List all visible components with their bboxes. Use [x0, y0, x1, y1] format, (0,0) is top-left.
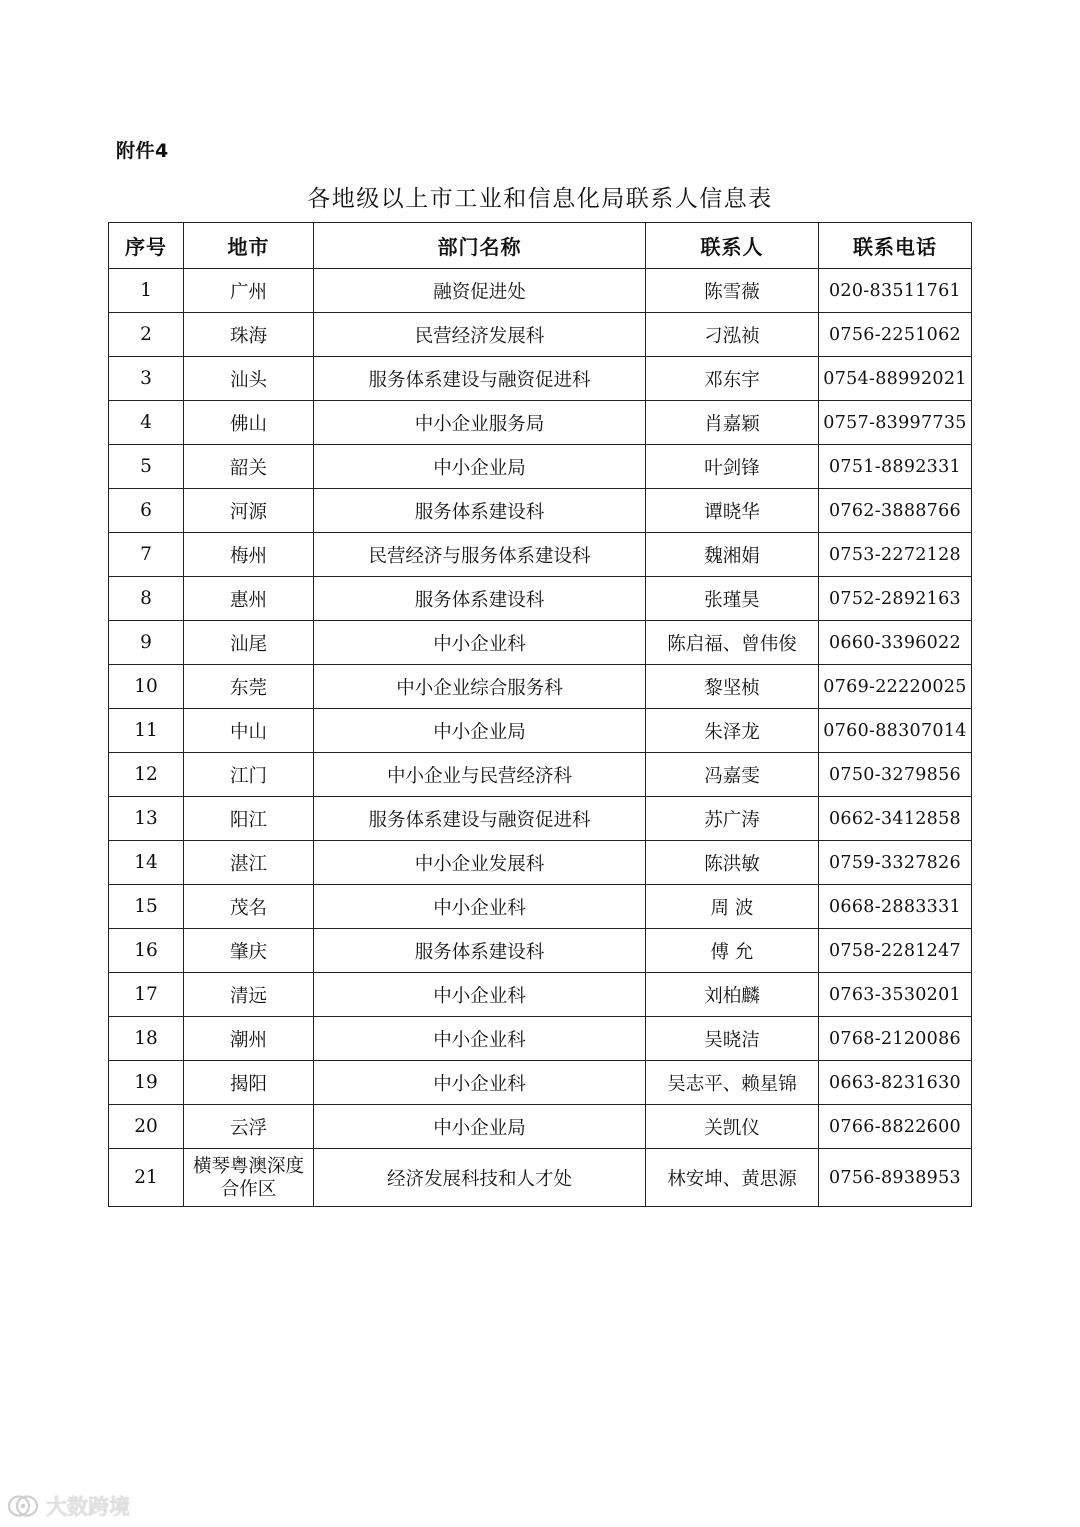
cell-no: 6	[109, 489, 184, 533]
cell-contact: 陈洪敏	[646, 841, 819, 885]
cell-phone: 0660-3396022	[819, 621, 972, 665]
cell-contact: 刘柏麟	[646, 973, 819, 1017]
cell-phone: 0756-8938953	[819, 1149, 972, 1207]
table-row	[109, 885, 972, 929]
cell-contact: 邓东宇	[646, 357, 819, 401]
cell-department: 服务体系建设科	[314, 489, 646, 533]
cell-phone: 0769-22220025	[819, 665, 972, 709]
cell-no: 4	[109, 401, 184, 445]
contacts-table	[108, 222, 972, 1207]
cell-department: 中小企业科	[314, 621, 646, 665]
cell-phone: 0752-2892163	[819, 577, 972, 621]
cell-no: 17	[109, 973, 184, 1017]
table-row	[109, 489, 972, 533]
cell-no: 19	[109, 1061, 184, 1105]
cell-city: 云浮	[184, 1105, 314, 1149]
cell-city: 潮州	[184, 1017, 314, 1061]
cell-contact: 叶剑锋	[646, 445, 819, 489]
cell-department: 服务体系建设与融资促进科	[314, 357, 646, 401]
column-header-contact: 联系人	[646, 223, 819, 269]
cell-phone: 0663-8231630	[819, 1061, 972, 1105]
cell-contact: 朱泽龙	[646, 709, 819, 753]
cell-no: 13	[109, 797, 184, 841]
cell-phone: 0759-3327826	[819, 841, 972, 885]
cell-department: 中小企业科	[314, 1061, 646, 1105]
table-row	[109, 621, 972, 665]
cell-department: 经济发展科技和人才处	[314, 1149, 646, 1207]
cell-no: 12	[109, 753, 184, 797]
cell-contact: 魏湘娟	[646, 533, 819, 577]
cell-city: 梅州	[184, 533, 314, 577]
table-row	[109, 709, 972, 753]
cell-city: 清远	[184, 973, 314, 1017]
cell-phone: 0750-3279856	[819, 753, 972, 797]
cell-department: 融资促进处	[314, 269, 646, 313]
cell-contact: 傅 允	[646, 929, 819, 973]
cell-phone: 0751-8892331	[819, 445, 972, 489]
table-row	[109, 269, 972, 313]
cell-phone: 0754-88992021	[819, 357, 972, 401]
cell-contact: 周 波	[646, 885, 819, 929]
table-row	[109, 445, 972, 489]
column-header-department: 部门名称	[314, 223, 646, 269]
table-row	[109, 401, 972, 445]
attachment-label: 附件4	[116, 140, 169, 162]
column-header-phone: 联系电话	[819, 223, 972, 269]
cell-department: 服务体系建设科	[314, 577, 646, 621]
table-row	[109, 577, 972, 621]
cell-department: 民营经济发展科	[314, 313, 646, 357]
cell-phone: 0760-88307014	[819, 709, 972, 753]
logo-icon	[6, 1493, 40, 1519]
cell-no: 14	[109, 841, 184, 885]
table-header-row	[109, 223, 972, 269]
cell-contact: 关凯仪	[646, 1105, 819, 1149]
cell-contact: 苏广涛	[646, 797, 819, 841]
cell-department: 中小企业局	[314, 709, 646, 753]
cell-contact: 冯嘉雯	[646, 753, 819, 797]
cell-department: 中小企业科	[314, 973, 646, 1017]
cell-contact: 陈启福、曾伟俊	[646, 621, 819, 665]
cell-no: 9	[109, 621, 184, 665]
cell-department: 中小企业科	[314, 885, 646, 929]
cell-phone: 020-83511761	[819, 269, 972, 313]
table-row	[109, 1061, 972, 1105]
table-row	[109, 929, 972, 973]
cell-no: 7	[109, 533, 184, 577]
cell-phone: 0762-3888766	[819, 489, 972, 533]
cell-city: 惠州	[184, 577, 314, 621]
cell-contact: 刁泓祯	[646, 313, 819, 357]
table-row	[109, 1017, 972, 1061]
table-row	[109, 665, 972, 709]
cell-city: 江门	[184, 753, 314, 797]
cell-contact: 陈雪薇	[646, 269, 819, 313]
cell-department: 中小企业局	[314, 445, 646, 489]
cell-city: 韶关	[184, 445, 314, 489]
table-row	[109, 797, 972, 841]
cell-city: 中山	[184, 709, 314, 753]
cell-city: 茂名	[184, 885, 314, 929]
table-row	[109, 753, 972, 797]
cell-city: 横琴粤澳深度合作区	[184, 1149, 314, 1207]
cell-city: 汕尾	[184, 621, 314, 665]
table-body	[109, 269, 972, 1207]
cell-phone: 0766-8822600	[819, 1105, 972, 1149]
cell-no: 2	[109, 313, 184, 357]
cell-phone: 0662-3412858	[819, 797, 972, 841]
cell-city: 佛山	[184, 401, 314, 445]
cell-no: 18	[109, 1017, 184, 1061]
cell-no: 1	[109, 269, 184, 313]
table-row	[109, 973, 972, 1017]
cell-no: 20	[109, 1105, 184, 1149]
cell-department: 中小企业局	[314, 1105, 646, 1149]
cell-phone: 0757-83997735	[819, 401, 972, 445]
cell-city: 阳江	[184, 797, 314, 841]
cell-city: 珠海	[184, 313, 314, 357]
cell-contact: 谭晓华	[646, 489, 819, 533]
cell-contact: 黎坚桢	[646, 665, 819, 709]
cell-phone: 0768-2120086	[819, 1017, 972, 1061]
cell-department: 中小企业服务局	[314, 401, 646, 445]
cell-city: 河源	[184, 489, 314, 533]
cell-contact: 张瑾昊	[646, 577, 819, 621]
cell-department: 中小企业科	[314, 1017, 646, 1061]
table-row	[109, 841, 972, 885]
cell-contact: 吴志平、赖星锦	[646, 1061, 819, 1105]
cell-city: 肇庆	[184, 929, 314, 973]
cell-department: 服务体系建设与融资促进科	[314, 797, 646, 841]
cell-department: 中小企业与民营经济科	[314, 753, 646, 797]
cell-phone: 0758-2281247	[819, 929, 972, 973]
cell-no: 3	[109, 357, 184, 401]
cell-phone: 0753-2272128	[819, 533, 972, 577]
cell-department: 服务体系建设科	[314, 929, 646, 973]
cell-city: 广州	[184, 269, 314, 313]
cell-contact: 林安坤、黄思源	[646, 1149, 819, 1207]
cell-no: 5	[109, 445, 184, 489]
table-row	[109, 1105, 972, 1149]
table-row	[109, 313, 972, 357]
cell-city: 东莞	[184, 665, 314, 709]
table-row	[109, 357, 972, 401]
cell-no: 15	[109, 885, 184, 929]
watermark-text: 大数跨境	[46, 1495, 130, 1519]
cell-no: 21	[109, 1149, 184, 1207]
table-row	[109, 1149, 972, 1207]
cell-no: 8	[109, 577, 184, 621]
cell-phone: 0668-2883331	[819, 885, 972, 929]
cell-city: 揭阳	[184, 1061, 314, 1105]
cell-phone: 0756-2251062	[819, 313, 972, 357]
cell-department: 中小企业综合服务科	[314, 665, 646, 709]
cell-no: 11	[109, 709, 184, 753]
cell-department: 民营经济与服务体系建设科	[314, 533, 646, 577]
cell-department: 中小企业发展科	[314, 841, 646, 885]
cell-city: 汕头	[184, 357, 314, 401]
column-header-city: 地市	[184, 223, 314, 269]
column-header-no: 序号	[109, 223, 184, 269]
watermark	[6, 1491, 130, 1521]
cell-no: 10	[109, 665, 184, 709]
cell-contact: 肖嘉颖	[646, 401, 819, 445]
cell-contact: 吴晓洁	[646, 1017, 819, 1061]
cell-phone: 0763-3530201	[819, 973, 972, 1017]
cell-no: 16	[109, 929, 184, 973]
page-title: 各地级以上市工业和信息化局联系人信息表	[307, 186, 773, 212]
table-row	[109, 533, 972, 577]
cell-city: 湛江	[184, 841, 314, 885]
